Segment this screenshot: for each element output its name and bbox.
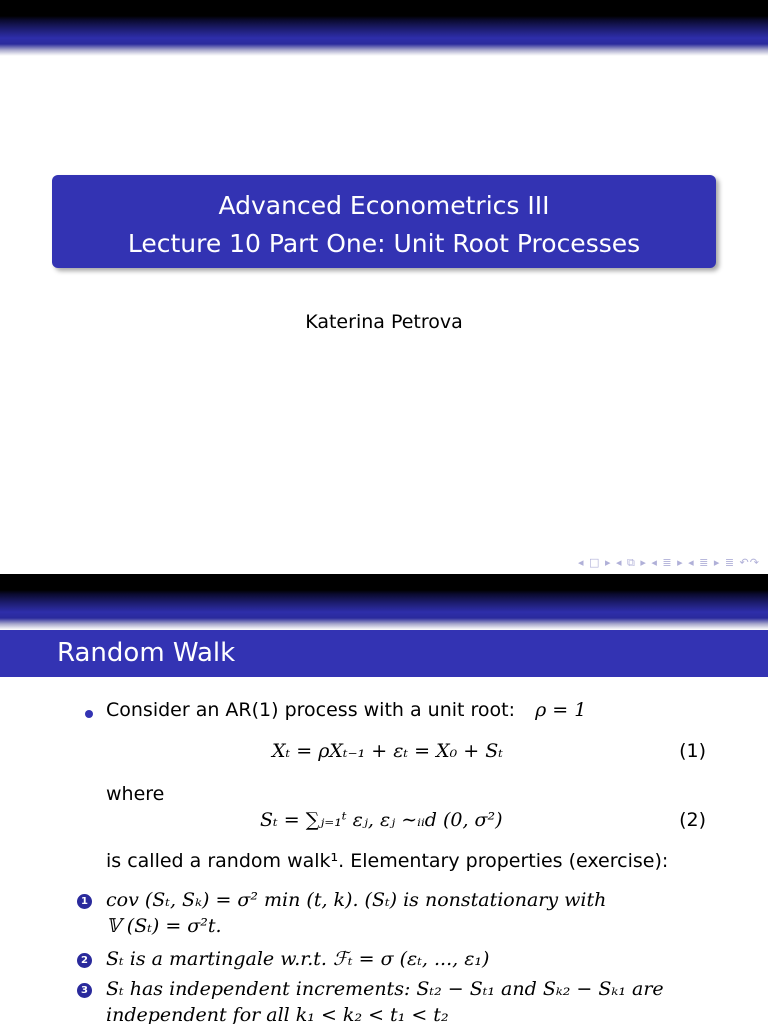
equation-2-number: (2)	[679, 809, 706, 831]
where-text: where	[106, 783, 165, 805]
frame-title: Random Walk	[57, 638, 236, 668]
author: Katerina Petrova	[305, 311, 463, 333]
presentation-title: Advanced Econometrics III	[218, 191, 550, 220]
property-2-line1: Sₜ is a martingale w.r.t. ℱₜ = σ (εₜ, ..., ε₁)	[106, 948, 490, 970]
property-1-line2: 𝕍 (Sₜ) = σ²t.	[106, 915, 222, 937]
random-walk-text: is called a random walk¹. Elementary properties (exercise):	[106, 850, 669, 872]
bullet-text	[106, 699, 586, 721]
bullet-math: ρ = 1	[535, 699, 587, 721]
title-box	[52, 175, 716, 268]
equation-1-number: (1)	[679, 740, 706, 762]
equation-1: Xₜ = ρXₜ₋₁ + εₜ = X₀ + Sₜ	[272, 740, 503, 762]
header-band	[0, 0, 768, 56]
bullet-dot	[85, 710, 93, 718]
beamer-navigation[interactable]: ◂ □ ▸ ◂ ⧉ ▸ ◂ ≣ ▸ ◂ ≣ ▸ ≣ ↶↷	[578, 556, 760, 569]
bullet-label: Consider an AR(1) process with a unit root:	[106, 699, 516, 721]
property-3-line1: Sₜ has independent increments: Sₜ₂ − Sₜ₁ and Sₖ₂ − Sₖ₁ are	[106, 978, 664, 1000]
equation-2: Sₜ = ∑ⱼ₌₁ᵗ εⱼ, εⱼ ∼ᵢᵢd (0, σ²)	[260, 809, 503, 831]
presentation-subtitle: Lecture 10 Part One: Unit Root Processes	[127, 229, 641, 258]
frame-title-bar	[0, 630, 768, 677]
enum-number: 1	[77, 894, 92, 909]
enum-number: 3	[77, 983, 92, 998]
enum-number: 2	[77, 953, 92, 968]
header-band	[0, 574, 768, 630]
random-walk-slide	[0, 574, 768, 1024]
property-1-line1: cov (Sₜ, Sₖ) = σ² min (t, k). (Sₜ) is nonstationary with	[106, 889, 607, 911]
property-3-line2: independent for all k₁ < k₂ < t₁ < t₂	[106, 1004, 449, 1024]
